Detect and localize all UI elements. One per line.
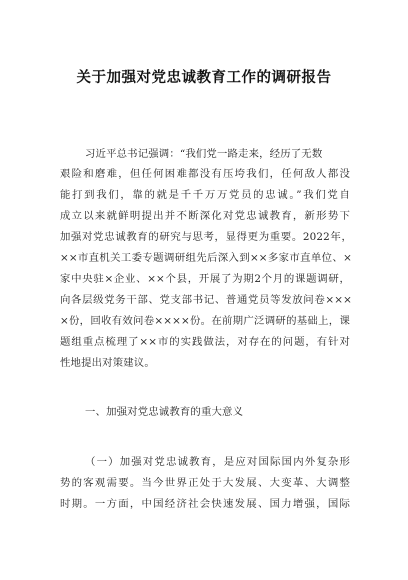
paragraph-line: 能打到我们，靠的就是千千万万党员的忠诚。”我们党自	[60, 189, 350, 201]
paragraph-line: ×份，回收有效问卷××××份。在前期广泛调研的基础上，课	[60, 315, 350, 327]
paragraph-line: 艰险和磨难，但任何困难都没有压垮我们，任何敌人都没	[60, 168, 350, 180]
paragraph-line: 题组重点梳理了××市的实践做法，对存在的问题，有针对	[60, 336, 350, 348]
paragraph-line: 习近平总书记强调：“我们党一路走来，经历了无数	[85, 148, 323, 160]
paragraph-line: 时期。一方面，中国经济社会快速发展、国力增强，国际	[60, 498, 350, 510]
paragraph-line: 成立以来就鲜明提出并不断深化对党忠诚教育，新形势下	[60, 210, 350, 222]
paragraph-line: （一）加强对党忠诚教育，是应对国际国内外复杂形	[85, 456, 350, 468]
paragraph-line: 性地提出对策建议。	[60, 357, 155, 369]
paragraph-line: ××市直机关工委专题调研组先后深入到××多家市直单位、×	[60, 252, 352, 264]
paragraph-line: 势的客观需要。当今世界正处于大发展、大变革、大调整	[60, 477, 350, 489]
document-title: 关于加强对党忠诚教育工作的调研报告	[76, 70, 332, 86]
paragraph-line: 向各层级党务干部、党支部书记、普通党员等发放问卷×××	[60, 294, 352, 306]
paragraph-line: 加强对党忠诚教育的研究与思考，显得更为重要。2022年，	[60, 231, 352, 243]
section-heading: 一、加强对党忠诚教育的重大意义	[85, 406, 244, 418]
paragraph-line: 家中央驻×企业、××个县，开展了为期2个月的课题调研，	[60, 273, 350, 285]
